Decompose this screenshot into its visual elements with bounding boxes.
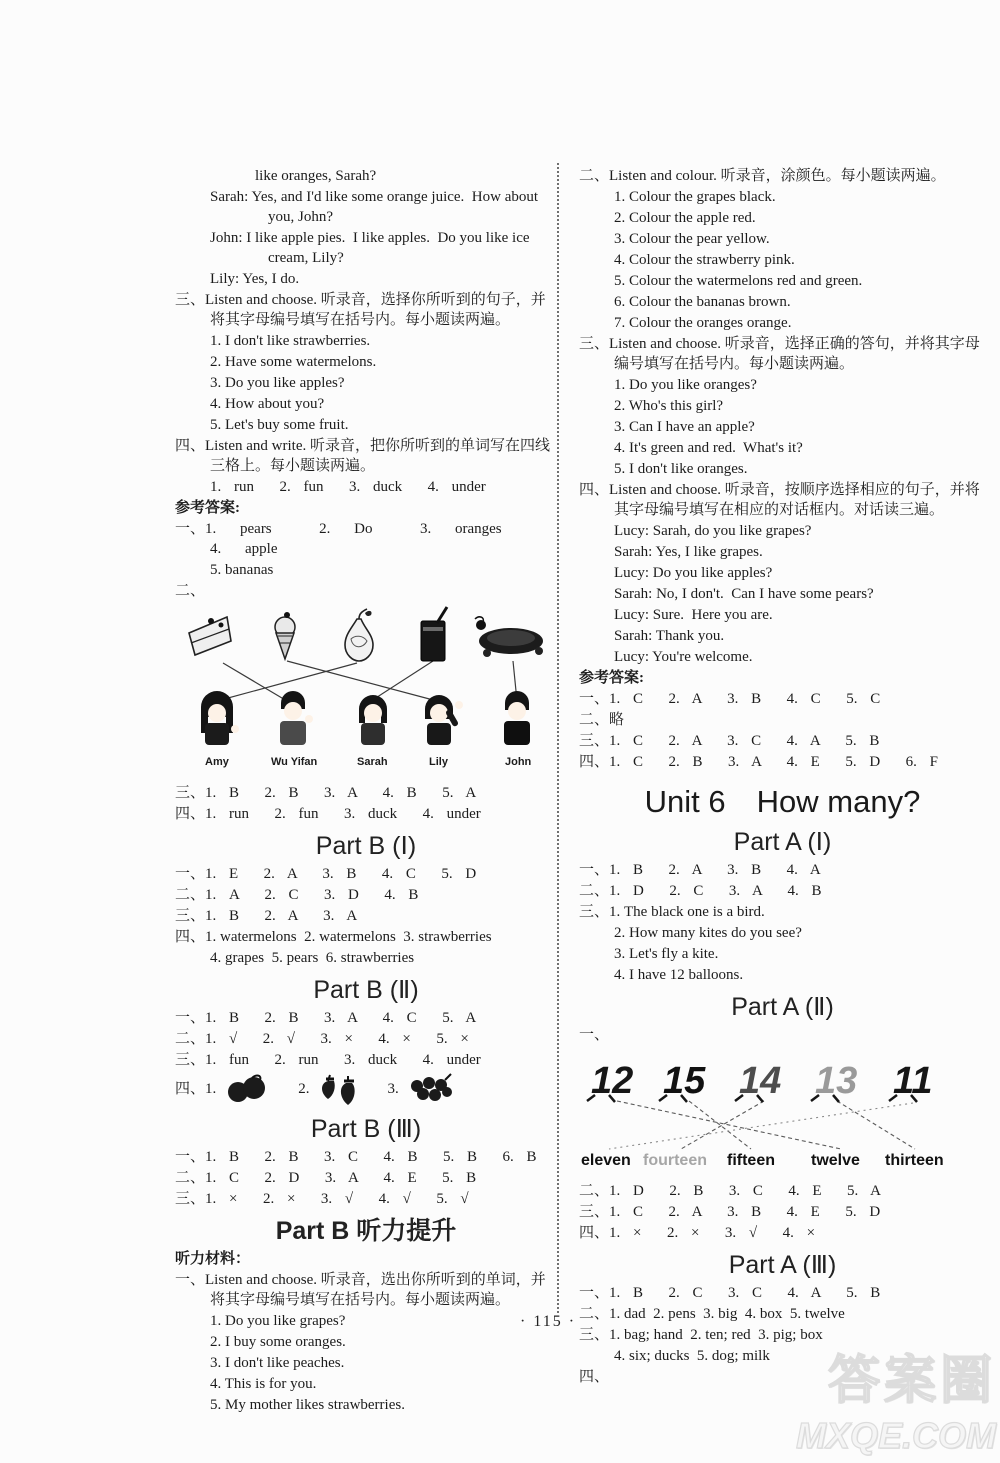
answer-line: 三、1. C 2. A 3. B 4. E 5. D (579, 1204, 881, 1220)
page-number: · 115 · (520, 1313, 577, 1330)
answer-line: 四、1. C 2. B 3. A 4. E 5. D 6. F (579, 754, 939, 770)
answer-line: 4. I have 12 balloons. (614, 967, 744, 983)
section-3-instructions: 三、Listen and choose. 听录音，选择正确的答句，并将其字母编号填写在括号内。每小题读两遍。 (579, 336, 980, 372)
part-b1-heading: Part B (Ⅰ) (315, 832, 417, 860)
section-2-instructions: 二、Listen and colour. 听录音，涂颜色。每小题读两遍。 (579, 168, 946, 184)
word-thirteen: thirteen (885, 1152, 944, 1169)
answer-line: 二、1. D 2. B 3. C 4. E 5. A (579, 1183, 882, 1199)
part-a1-heading: Part A (Ⅰ) (733, 828, 832, 856)
part-b2-heading: Part B (Ⅱ) (313, 976, 419, 1004)
right-column (579, 166, 986, 1388)
answer-line: 三、1. B 2. A 3. A (175, 908, 358, 924)
answer-line: 四、1. watermelons 2. watermelons 3. strawberries (175, 929, 492, 945)
answer-line: 2. How many kites do you see? (614, 925, 802, 941)
answer-line: 三、1. fun 2. run 3. duck 4. under (175, 1052, 481, 1068)
dialogue-line: Sarah: Yes, I like grapes. (614, 544, 763, 560)
dialogue-line: John: I like apple pies. I like apples. Do you like ice cream, Lily? (210, 230, 534, 266)
grapes-drawing (405, 1072, 459, 1106)
listening-item: 4. It's green and red. What's it? (614, 440, 803, 456)
answer-line: 一、1. B 2. C 3. C 4. A 5. B (579, 1285, 881, 1301)
number-11: 11 (893, 1060, 933, 1102)
dialogue-line: Lucy: Sarah, do you like grapes? (614, 523, 812, 539)
answer-line: 二、略 (579, 712, 625, 728)
listening-item: 5. I don't like oranges. (614, 461, 748, 477)
person-label: Wu Yifan (271, 756, 318, 768)
juice-glass-icon (421, 607, 447, 661)
person-amy (201, 691, 239, 745)
listening-item: 6. Colour the bananas brown. (614, 294, 791, 310)
numbers-matching-image (579, 1049, 986, 1177)
section-1-instructions: 一、Listen and choose. 听录音，选出你所听到的单词，并将其字母编号填写在括号内。每小题读两遍。 (175, 1272, 546, 1308)
listening-item: 3. Colour the pear yellow. (614, 231, 770, 247)
word-fifteen: fifteen (727, 1152, 775, 1169)
section-4-instructions: 四、Listen and write. 听录音，把你所听到的单词写在四线三格上。每小题读两遍。 (175, 438, 550, 474)
person-label: John (505, 756, 532, 768)
fruit-answer-marker: 四、1. (175, 1081, 217, 1097)
person-label: Lily (429, 756, 448, 768)
dialogue-line: Lucy: Do you like apples? (614, 565, 773, 581)
dialogue-line: Lucy: You're welcome. (614, 649, 753, 665)
part-a2-heading: Part A (Ⅱ) (731, 993, 834, 1021)
reference-answers-label: 参考答案: (579, 670, 644, 686)
answer-line: 5. bananas (210, 562, 274, 578)
listening-item: 1. Do you like oranges? (614, 377, 757, 393)
answer-line: 一、1. pears 2. Do 3. oranges 4. apple (175, 521, 550, 557)
person-wu-yifan (280, 691, 313, 745)
part-b-listening-heading: Part B 听力提升 (275, 1217, 457, 1245)
person-label: Sarah (357, 756, 388, 768)
part-b3-heading: Part B (Ⅲ) (310, 1115, 422, 1143)
answer-line: 一、1. B 2. B 3. C 4. B 5. B 6. B (175, 1149, 537, 1165)
numbers-match-dotted-line (609, 1103, 913, 1149)
numbers-match-lines (617, 1101, 915, 1149)
answer-line: 二、1. D 2. C 3. A 4. B (579, 883, 822, 899)
listening-item: 1. Colour the grapes black. (614, 189, 776, 205)
answer-line: 三、1. C 2. A 3. C 4. A 5. B (579, 733, 880, 749)
answer-line: 三、1. B 2. B 3. A 4. B 5. A (175, 785, 477, 801)
listening-item: 2. Have some watermelons. (210, 354, 377, 370)
cake-icon (189, 617, 231, 655)
section-3-instructions: 三、Listen and choose. 听录音，选择你所听到的句子，并将其字母编号填写在括号内。每小题读两遍。 (175, 292, 546, 328)
ice-cream-icon (275, 612, 295, 659)
word-fourteen: fourteen (643, 1152, 707, 1169)
dialogue-line: Lucy: Sure. Here you are. (614, 607, 773, 623)
answer-line: 三、1. The black one is a bird. (579, 904, 765, 920)
number-14: 14 (739, 1060, 782, 1102)
word-eleven: eleven (581, 1152, 631, 1169)
fruit-answer-marker: 2. (298, 1081, 310, 1097)
listening-material-label: 听力材料： (175, 1251, 251, 1267)
listening-item: 4. Colour the strawberry pink. (614, 252, 795, 268)
listening-item: 2. I buy some oranges. (210, 1334, 346, 1350)
answer-line: 三、1. × 2. × 3. √ 4. √ 5. √ (175, 1191, 469, 1207)
pear-icon (345, 609, 373, 661)
listening-item: 4. How about you? (210, 396, 325, 412)
answer-line: 一、1. B 2. A 3. B 4. A (579, 862, 821, 878)
listening-item: 5. My mother likes strawberries. (210, 1397, 405, 1413)
answer-line: 3. Let's fly a kite. (614, 946, 719, 962)
dialogue-line: Sarah: Yes, and I'd like some orange juice. How about you, John? (210, 189, 542, 225)
listening-item: 1. I don't like strawberries. (210, 333, 371, 349)
answer-line: 四、1. run 2. fun 3. duck 4. under (175, 806, 481, 822)
word-twelve: twelve (811, 1152, 860, 1169)
listening-item: 1. run 2. fun 3. duck 4. under (210, 479, 486, 495)
answer-line: 三、1. bag; hand 2. ten; red 3. pig; box (579, 1327, 823, 1343)
listening-item: 2. Who's this girl? (614, 398, 724, 414)
dialogue-line: Lily: Yes, I do. (210, 271, 300, 287)
person-lily (425, 695, 463, 745)
oranges-drawing (222, 1072, 272, 1106)
strawberries-drawing (316, 1071, 362, 1107)
listening-item: 5. Let's buy some fruit. (210, 417, 349, 433)
listening-item: 2. Colour the apple red. (614, 210, 756, 226)
pie-platter-icon (475, 617, 543, 657)
number-15: 15 (663, 1060, 706, 1102)
answer-line: 一、1. E 2. A 3. B 4. C 5. D (175, 866, 477, 882)
dialogue-line: Sarah: No, I don't. Can I have some pears? (614, 586, 874, 602)
part-a3-heading: Part A (Ⅲ) (728, 1251, 837, 1279)
listening-item: 3. Do you like apples? (210, 375, 345, 391)
column-divider (557, 163, 559, 1313)
dialogue-line: Sarah: Thank you. (614, 628, 725, 644)
watermark-logo-text: 答案圈 (827, 1352, 996, 1410)
answer-line: 一、 (579, 1027, 610, 1043)
listening-item: 4. This is for you. (210, 1376, 317, 1392)
person-john (504, 691, 530, 745)
person-sarah (359, 695, 387, 745)
dialogue-line: like oranges, Sarah? (255, 168, 377, 184)
answer-line: 四、 (579, 1369, 610, 1385)
matching-exercise-image (175, 605, 557, 779)
answer-line: 二、1. dad 2. pens 3. big 4. box 5. twelve (579, 1306, 845, 1322)
listening-item: 7. Colour the oranges orange. (614, 315, 792, 331)
fruit-answer-row (175, 1071, 557, 1107)
answer-line: 4. six; ducks 5. dog; milk (614, 1348, 770, 1364)
number-12: 12 (591, 1060, 634, 1102)
unit-6-heading: Unit 6 How many? (644, 784, 921, 819)
watermark (796, 1338, 996, 1457)
listening-item: 3. Can I have an apple? (614, 419, 755, 435)
section-4-instructions: 四、Listen and choose. 听录音，按顺序选择相应的句子，并将其字母编号填写在相应的对话框内。对话读三遍。 (579, 482, 980, 518)
watermark-site-text: MXQE.COM (795, 1415, 996, 1456)
answer-line: 二、1. A 2. C 3. D 4. B (175, 887, 419, 903)
person-label: Amy (205, 756, 229, 768)
listening-item: 5. Colour the watermelons red and green. (614, 273, 863, 289)
answer-line: 二、1. C 2. D 3. A 4. E 5. B (175, 1170, 477, 1186)
match-lines (217, 661, 517, 701)
listening-item: 1. Do you like grapes? (210, 1313, 346, 1329)
answer-line: 四、1. × 2. × 3. √ 4. × (579, 1225, 816, 1241)
answer-line: 二、 (175, 583, 206, 599)
fruit-answer-marker: 3. (387, 1081, 399, 1097)
answer-line: 一、1. C 2. A 3. B 4. C 5. C (579, 691, 881, 707)
number-13: 13 (815, 1060, 858, 1102)
answer-line: 一、1. B 2. B 3. A 4. C 5. A (175, 1010, 477, 1026)
left-column (175, 166, 557, 1416)
answer-line: 4. grapes 5. pears 6. strawberries (210, 950, 415, 966)
answer-line: 二、1. √ 2. √ 3. × 4. × 5. × (175, 1031, 469, 1047)
reference-answers-label: 参考答案: (175, 500, 240, 516)
listening-item: 3. I don't like peaches. (210, 1355, 345, 1371)
